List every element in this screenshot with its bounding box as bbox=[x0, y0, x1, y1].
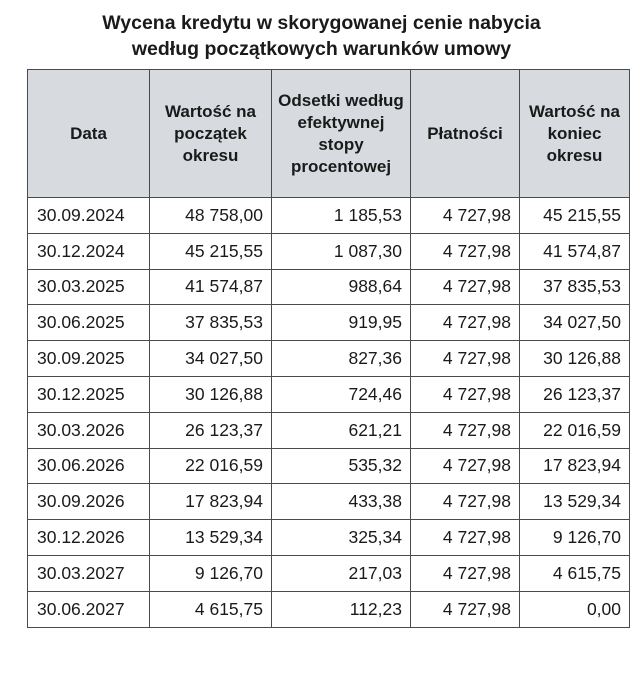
table-row bbox=[28, 269, 630, 305]
closing-value-cell: 17 823,94 bbox=[520, 448, 630, 484]
payment-cell: 4 727,98 bbox=[411, 305, 520, 341]
date-cell: 30.12.2026 bbox=[28, 520, 150, 556]
closing-value-cell: 30 126,88 bbox=[520, 341, 630, 377]
interest-cell: 919,95 bbox=[272, 305, 411, 341]
payment-cell: 4 727,98 bbox=[411, 412, 520, 448]
date-cell: 30.12.2024 bbox=[28, 233, 150, 269]
title-line-2: według początkowych warunków umowy bbox=[131, 38, 512, 60]
interest-cell: 1 087,30 bbox=[272, 233, 411, 269]
title-line-1: Wycena kredytu w skorygowanej cenie nabycia bbox=[102, 12, 541, 34]
opening-value-cell: 17 823,94 bbox=[150, 484, 272, 520]
table-row bbox=[28, 520, 630, 556]
opening-value-cell: 30 126,88 bbox=[150, 376, 272, 412]
opening-value-cell: 4 615,75 bbox=[150, 591, 272, 627]
payment-cell: 4 727,98 bbox=[411, 591, 520, 627]
closing-value-cell: 45 215,55 bbox=[520, 198, 630, 234]
closing-value-cell: 26 123,37 bbox=[520, 376, 630, 412]
closing-value-cell: 41 574,87 bbox=[520, 233, 630, 269]
interest-cell: 535,32 bbox=[272, 448, 411, 484]
opening-value-cell: 41 574,87 bbox=[150, 269, 272, 305]
table-row bbox=[28, 376, 630, 412]
date-cell: 30.12.2025 bbox=[28, 376, 150, 412]
payment-cell: 4 727,98 bbox=[411, 269, 520, 305]
date-cell: 30.03.2026 bbox=[28, 412, 150, 448]
table-row bbox=[28, 591, 630, 627]
opening-value-cell: 9 126,70 bbox=[150, 555, 272, 591]
loan-valuation-table bbox=[27, 69, 630, 628]
column-header-interest: Odsetki według efektywnej stopy procentowej bbox=[272, 70, 411, 198]
date-cell: 30.06.2026 bbox=[28, 448, 150, 484]
opening-value-cell: 48 758,00 bbox=[150, 198, 272, 234]
payment-cell: 4 727,98 bbox=[411, 376, 520, 412]
closing-value-cell: 37 835,53 bbox=[520, 269, 630, 305]
payment-cell: 4 727,98 bbox=[411, 198, 520, 234]
interest-cell: 217,03 bbox=[272, 555, 411, 591]
interest-cell: 827,36 bbox=[272, 341, 411, 377]
table-row bbox=[28, 198, 630, 234]
date-cell: 30.09.2026 bbox=[28, 484, 150, 520]
date-cell: 30.09.2025 bbox=[28, 341, 150, 377]
column-header-opening-value: Wartość na początek okresu bbox=[150, 70, 272, 198]
column-header-closing-value: Wartość na koniec okresu bbox=[520, 70, 630, 198]
payment-cell: 4 727,98 bbox=[411, 448, 520, 484]
date-cell: 30.06.2025 bbox=[28, 305, 150, 341]
opening-value-cell: 13 529,34 bbox=[150, 520, 272, 556]
interest-cell: 112,23 bbox=[272, 591, 411, 627]
table-row bbox=[28, 484, 630, 520]
interest-cell: 433,38 bbox=[272, 484, 411, 520]
interest-cell: 1 185,53 bbox=[272, 198, 411, 234]
date-cell: 30.03.2027 bbox=[28, 555, 150, 591]
interest-cell: 621,21 bbox=[272, 412, 411, 448]
payment-cell: 4 727,98 bbox=[411, 520, 520, 556]
opening-value-cell: 34 027,50 bbox=[150, 341, 272, 377]
column-header-payments: Płatności bbox=[411, 70, 520, 198]
closing-value-cell: 9 126,70 bbox=[520, 520, 630, 556]
closing-value-cell: 34 027,50 bbox=[520, 305, 630, 341]
table-row bbox=[28, 341, 630, 377]
interest-cell: 988,64 bbox=[272, 269, 411, 305]
table-row bbox=[28, 555, 630, 591]
payment-cell: 4 727,98 bbox=[411, 341, 520, 377]
interest-cell: 325,34 bbox=[272, 520, 411, 556]
closing-value-cell: 22 016,59 bbox=[520, 412, 630, 448]
header-row bbox=[28, 70, 630, 198]
table-row bbox=[28, 412, 630, 448]
opening-value-cell: 22 016,59 bbox=[150, 448, 272, 484]
date-cell: 30.09.2024 bbox=[28, 198, 150, 234]
closing-value-cell: 13 529,34 bbox=[520, 484, 630, 520]
interest-cell: 724,46 bbox=[272, 376, 411, 412]
payment-cell: 4 727,98 bbox=[411, 233, 520, 269]
opening-value-cell: 26 123,37 bbox=[150, 412, 272, 448]
payment-cell: 4 727,98 bbox=[411, 555, 520, 591]
payment-cell: 4 727,98 bbox=[411, 484, 520, 520]
table-row bbox=[28, 448, 630, 484]
table-row bbox=[28, 233, 630, 269]
opening-value-cell: 45 215,55 bbox=[150, 233, 272, 269]
page-title bbox=[0, 10, 643, 62]
closing-value-cell: 0,00 bbox=[520, 591, 630, 627]
column-header-date: Data bbox=[28, 70, 150, 198]
table-row bbox=[28, 305, 630, 341]
date-cell: 30.06.2027 bbox=[28, 591, 150, 627]
opening-value-cell: 37 835,53 bbox=[150, 305, 272, 341]
closing-value-cell: 4 615,75 bbox=[520, 555, 630, 591]
date-cell: 30.03.2025 bbox=[28, 269, 150, 305]
